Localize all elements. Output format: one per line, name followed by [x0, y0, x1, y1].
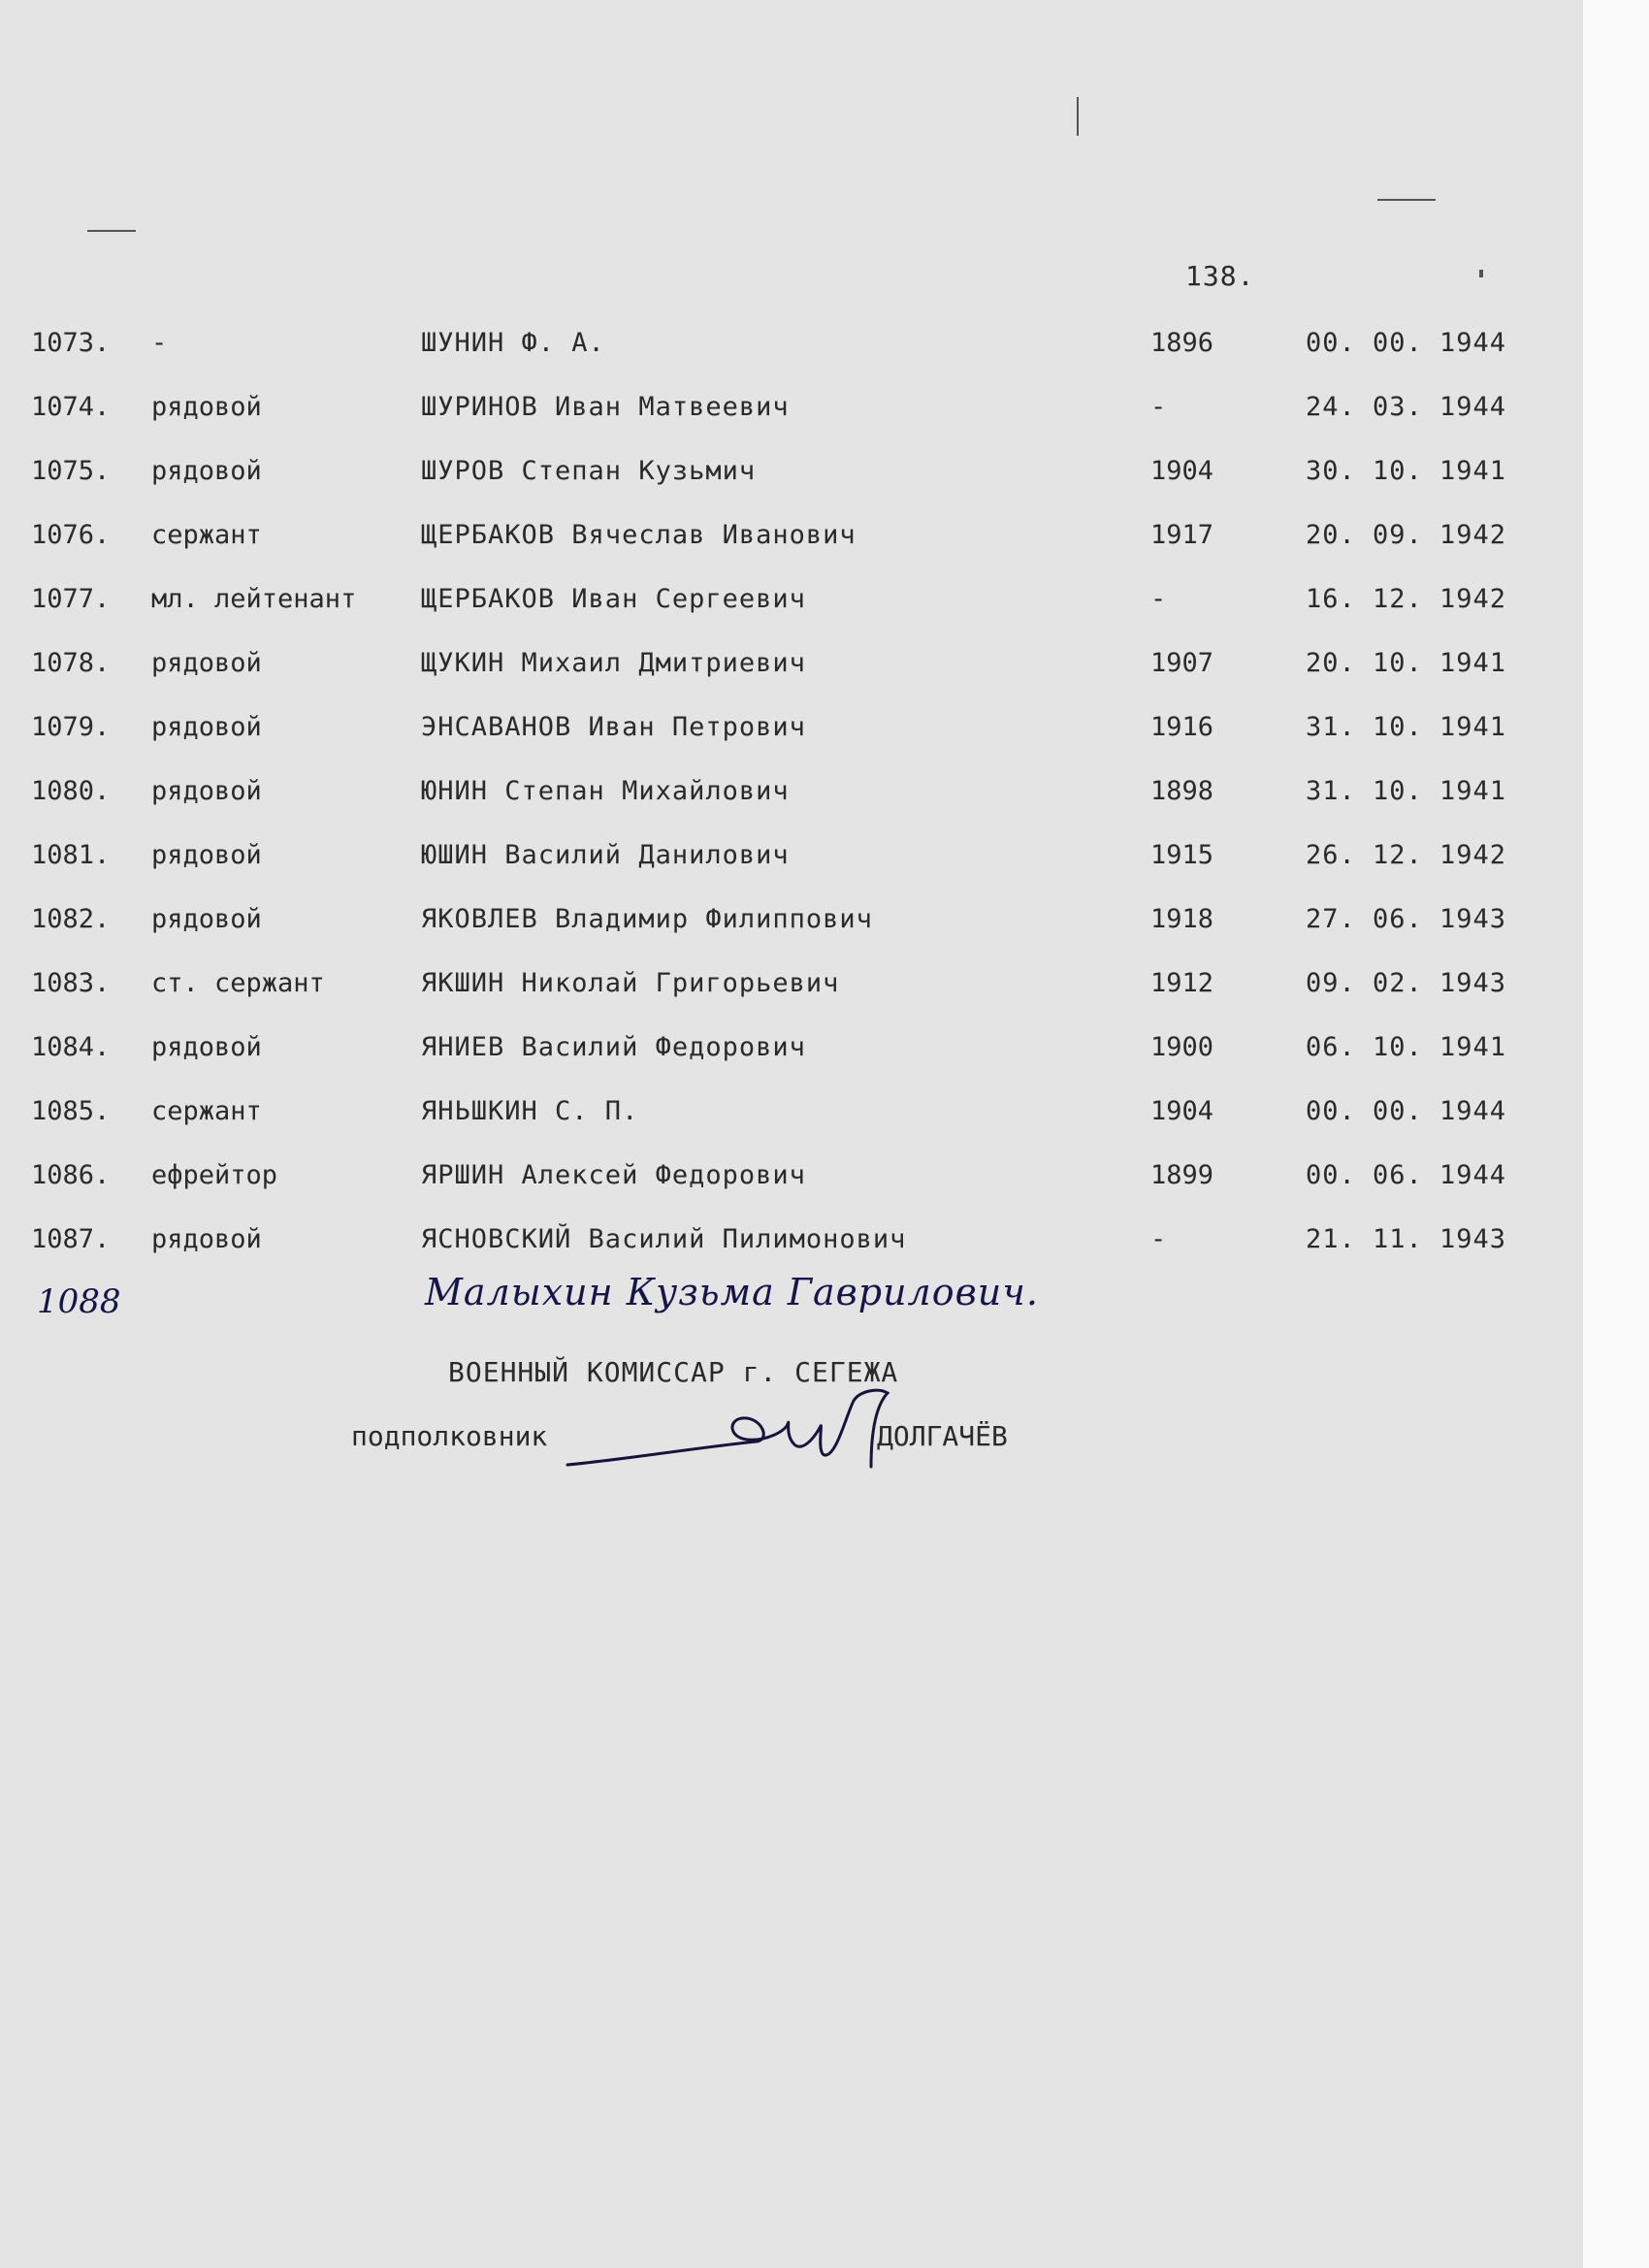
birth-year: -: [1150, 584, 1167, 614]
list-row: [0, 712, 1583, 755]
full-name: ЩЕРБАКОВ Вячеслав Иванович: [421, 520, 857, 550]
death-date: 21. 11. 1943: [1306, 1224, 1507, 1254]
military-rank: ефрейтор: [151, 1160, 278, 1190]
military-rank: рядовой: [151, 456, 262, 486]
full-name: ЮШИН Василий Данилович: [421, 840, 790, 870]
list-row: [0, 584, 1583, 627]
birth-year: 1918: [1150, 904, 1214, 934]
entry-number: 1084.: [31, 1032, 111, 1062]
military-rank: рядовой: [151, 840, 262, 870]
birth-year: -: [1150, 392, 1167, 422]
death-date: 24. 03. 1944: [1306, 392, 1507, 422]
list-row: [0, 1032, 1583, 1075]
military-rank: рядовой: [151, 1032, 262, 1062]
full-name: ЯКШИН Николай Григорьевич: [421, 968, 840, 998]
list-row: [0, 328, 1583, 371]
entry-number: 1087.: [31, 1224, 111, 1254]
military-rank: рядовой: [151, 776, 262, 806]
entry-number: 1086.: [31, 1160, 111, 1190]
list-row: [0, 456, 1583, 499]
list-row: [0, 520, 1583, 563]
death-date: 31. 10. 1941: [1306, 776, 1507, 806]
entry-number: 1082.: [31, 904, 111, 934]
birth-year: 1917: [1150, 520, 1214, 550]
list-row: [0, 392, 1583, 435]
military-rank: сержант: [151, 520, 262, 550]
death-date: 26. 12. 1942: [1306, 840, 1507, 870]
entry-number: 1080.: [31, 776, 111, 806]
birth-year: 1912: [1150, 968, 1214, 998]
page-edge: [1583, 0, 1649, 2268]
full-name: ШУНИН Ф. А.: [421, 328, 605, 358]
entry-number: 1079.: [31, 712, 111, 742]
birth-year: 1900: [1150, 1032, 1214, 1062]
page-number: 138.: [1185, 260, 1255, 292]
list-row: [0, 840, 1583, 883]
full-name: ШУРИНОВ Иван Матвеевич: [421, 392, 790, 422]
death-date: 31. 10. 1941: [1306, 712, 1507, 742]
death-date: 20. 09. 1942: [1306, 520, 1507, 550]
list-row: [0, 648, 1583, 691]
scan-mark: [1479, 270, 1483, 277]
military-rank: рядовой: [151, 904, 262, 934]
full-name: ЯКОВЛЕВ Владимир Филиппович: [421, 904, 873, 934]
handwritten-entry-name: Малыхин Кузьма Гаврилович.: [425, 1271, 1039, 1313]
entry-number: 1077.: [31, 584, 111, 614]
birth-year: -: [1150, 1224, 1167, 1254]
death-date: 00. 00. 1944: [1306, 1096, 1507, 1126]
list-row: [0, 1224, 1583, 1267]
death-date: 00. 00. 1944: [1306, 328, 1507, 358]
full-name: ЩЕРБАКОВ Иван Сергеевич: [421, 584, 806, 614]
military-rank: рядовой: [151, 712, 262, 742]
entry-number: 1081.: [31, 840, 111, 870]
handwritten-entry-number: 1088: [37, 1282, 121, 1321]
birth-year: 1904: [1150, 456, 1214, 486]
full-name: ЭНСАВАНОВ Иван Петрович: [421, 712, 806, 742]
full-name: ШУРОВ Степан Кузьмич: [421, 456, 757, 486]
death-date: 16. 12. 1942: [1306, 584, 1507, 614]
entry-number: 1076.: [31, 520, 111, 550]
list-row: [0, 904, 1583, 947]
full-name: ЯРШИН Алексей Федорович: [421, 1160, 806, 1190]
military-rank: мл. лейтенант: [151, 584, 357, 614]
military-rank: -: [151, 328, 168, 358]
full-name: ЯНИЕВ Василий Федорович: [421, 1032, 806, 1062]
full-name: ЯСНОВСКИЙ Василий Пилимонович: [421, 1224, 907, 1254]
entry-number: 1085.: [31, 1096, 111, 1126]
full-name: ЩУКИН Михаил Дмитриевич: [421, 648, 806, 678]
death-date: 27. 06. 1943: [1306, 904, 1507, 934]
signer-name: ДОЛГАЧЁВ: [877, 1420, 1008, 1452]
birth-year: 1896: [1150, 328, 1214, 358]
entry-number: 1073.: [31, 328, 111, 358]
birth-year: 1907: [1150, 648, 1214, 678]
birth-year: 1899: [1150, 1160, 1214, 1190]
military-rank: рядовой: [151, 1224, 262, 1254]
list-row: [0, 1160, 1583, 1203]
entry-number: 1078.: [31, 648, 111, 678]
military-rank: ст. сержант: [151, 968, 325, 998]
death-date: 09. 02. 1943: [1306, 968, 1507, 998]
death-date: 20. 10. 1941: [1306, 648, 1507, 678]
entry-number: 1075.: [31, 456, 111, 486]
scan-mark: [1077, 97, 1079, 136]
military-rank: рядовой: [151, 392, 262, 422]
birth-year: 1898: [1150, 776, 1214, 806]
list-row: [0, 776, 1583, 819]
signer-rank: подполковник: [351, 1420, 548, 1452]
handwritten-signature: [563, 1377, 912, 1484]
list-row: [0, 968, 1583, 1011]
death-date: 06. 10. 1941: [1306, 1032, 1507, 1062]
death-date: 00. 06. 1944: [1306, 1160, 1507, 1190]
list-row: [0, 1096, 1583, 1139]
entry-number: 1074.: [31, 392, 111, 422]
death-date: 30. 10. 1941: [1306, 456, 1507, 486]
full-name: ЮНИН Степан Михайлович: [421, 776, 790, 806]
military-rank: рядовой: [151, 648, 262, 678]
entry-number: 1083.: [31, 968, 111, 998]
commissar-title: ВОЕННЫЙ КОМИССАР г. СЕГЕЖА: [448, 1356, 899, 1388]
birth-year: 1916: [1150, 712, 1214, 742]
birth-year: 1915: [1150, 840, 1214, 870]
full-name: ЯНЬШКИН С. П.: [421, 1096, 639, 1126]
military-rank: сержант: [151, 1096, 262, 1126]
scan-mark: [1377, 199, 1436, 201]
birth-year: 1904: [1150, 1096, 1214, 1126]
scan-mark: [87, 230, 136, 232]
